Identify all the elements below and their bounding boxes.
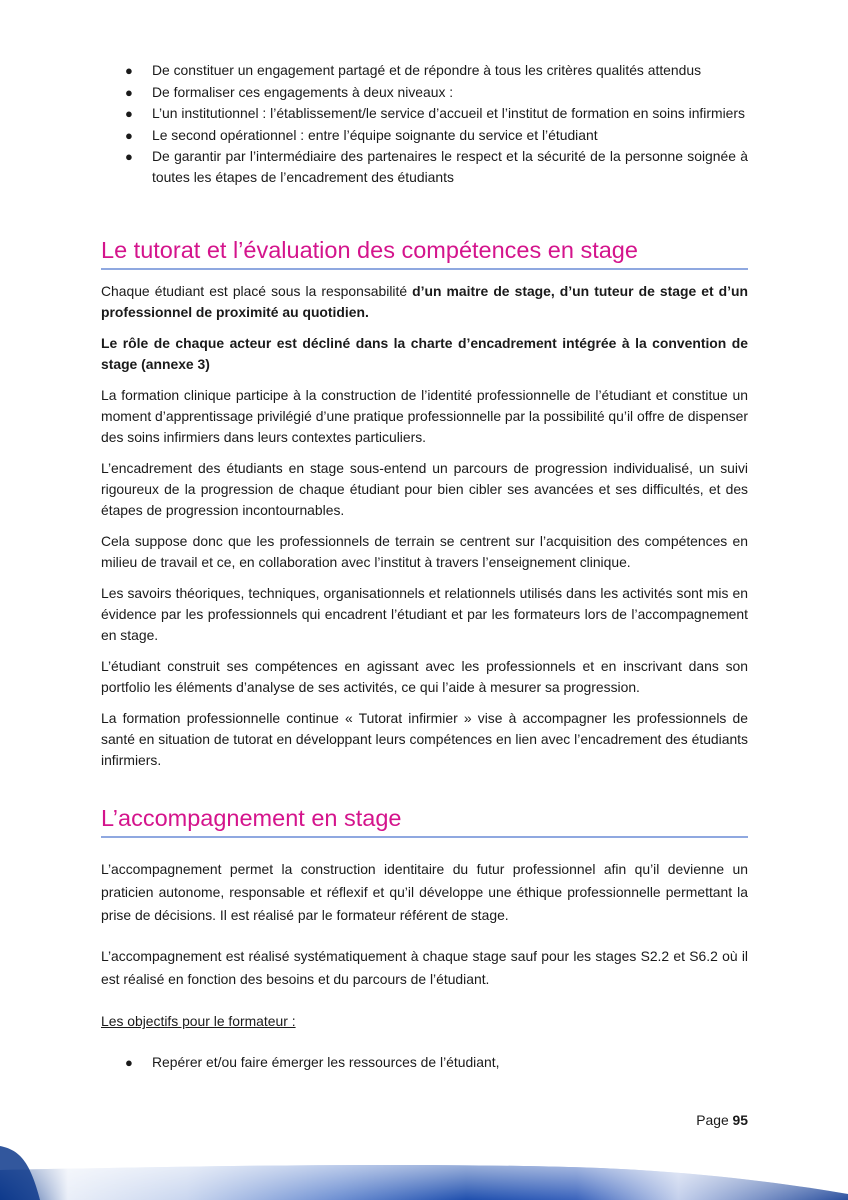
paragraph: L’accompagnement permet la construction identitaire du futur professionnel afin qu’il devienne un praticien autonome, responsable et réflexif et qu’il développe une éthique professionnelle permettant la prise de décisions. Il est réalisé par le formateur référent de stage. — [101, 861, 748, 923]
bullet-icon: ● — [125, 1055, 133, 1070]
section-heading-tutorat: Le tutorat et l’évaluation des compétences en stage — [101, 237, 748, 270]
paragraph: L’étudiant construit ses compétences en agissant avec les professionnels et en inscrivant dans son portfolio les éléments d’analyse de ses activités, ce qui l’aide à mesurer sa progression. — [101, 658, 748, 695]
paragraph: Les savoirs théoriques, techniques, organisationnels et relationnels utilisés dans les activités sont mis en évidence par les professionnels qui encadrent l’étudiant et par les formateurs lors de l’accompagnement en stage. — [101, 585, 748, 643]
section-heading-accompagnement: L’accompagnement en stage — [101, 805, 748, 838]
paragraph: La formation professionnelle continue « Tutorat infirmier » vise à accompagner les professionnels de santé en situation de tutorat en développant leurs compétences en lien avec l’encadrement des étudiants infirmiers. — [101, 710, 748, 768]
list-item: ● Repérer et/ou faire émerger les ressources de l’étudiant, — [101, 1052, 748, 1073]
section-body-accompagnement — [101, 858, 748, 1073]
bullet-icon: ● — [125, 106, 133, 121]
list-item: ● De formaliser ces engagements à deux niveaux : — [101, 82, 748, 103]
top-bullet-list — [101, 60, 748, 188]
paragraph: Le rôle de chaque acteur est décliné dans la charte d’encadrement intégrée à la convention de stage (annexe 3) — [101, 335, 748, 372]
bullet-icon: ● — [125, 63, 133, 78]
bullet-icon: ● — [125, 149, 133, 164]
document-page — [101, 60, 748, 1074]
page-number: Page 95 — [696, 1112, 748, 1128]
paragraph: Cela suppose donc que les professionnels de terrain se centrent sur l’acquisition des compétences en milieu de travail et ce, en collaboration avec l’institut à travers l’enseignement clinique. — [101, 533, 748, 570]
bullet-icon: ● — [125, 84, 133, 100]
paragraph: La formation clinique participe à la construction de l’identité professionnelle de l’étudiant et constitue un moment d’apprentissage privilégié d’une pratique professionnelle par la possibilité qu’il offre de dispenser des soins infirmiers dans leurs contextes particuliers. — [101, 387, 748, 445]
list-item: ● De constituer un engagement partagé et de répondre à tous les critères qualités attendus — [101, 60, 748, 81]
section-body-tutorat — [101, 281, 748, 771]
list-item: ● De garantir par l’intermédiaire des partenaires le respect et la sécurité de la personne soignée à toutes les étapes de l’encadrement des étudiants — [125, 148, 748, 185]
paragraph: Chaque étudiant est placé sous la responsabilité d’un maitre de stage, d’un tuteur de stage et d’un professionnel de proximité au quotidien. — [101, 283, 748, 320]
paragraph: L’encadrement des étudiants en stage sous-entend un parcours de progression individualisé, un suivi rigoureux de la progression de chaque étudiant pour bien cibler ses avancées et ses difficultés, et des étapes de progression incontournables. — [101, 460, 748, 518]
bullet-icon: ● — [125, 127, 133, 143]
list-item: ● Le second opérationnel : entre l’équipe soignante du service et l’étudiant — [101, 125, 748, 146]
paragraph: L’accompagnement est réalisé systématiquement à chaque stage sauf pour les stages S2.2 et S6.2 où il est réalisé en fonction des besoins et du parcours de l’étudiant. — [101, 948, 748, 987]
list-item: ● L’un institutionnel : l’établissement/le service d’accueil et l’institut de formation en soins infirmiers — [101, 103, 748, 124]
objectifs-bullet-list — [101, 1052, 748, 1073]
objectifs-label: Les objectifs pour le formateur : — [101, 1013, 296, 1029]
footer-decorative-band — [0, 1122, 848, 1200]
